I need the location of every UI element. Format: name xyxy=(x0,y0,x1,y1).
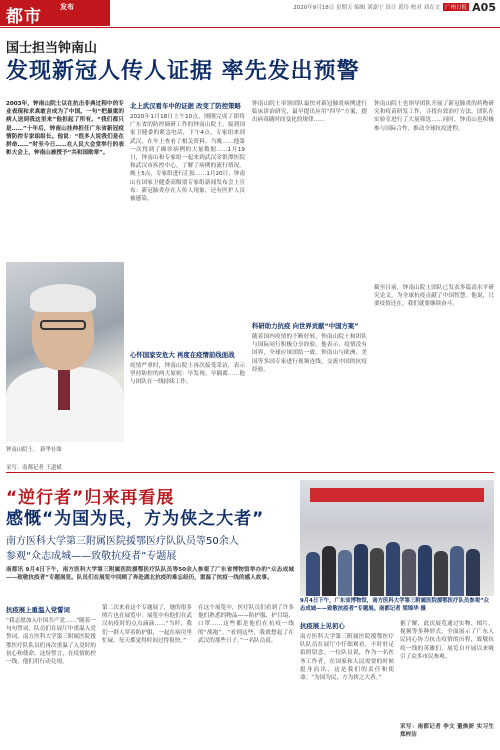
story2-deck-1: 南方医科大学第三附属医院援鄂医疗队队员等50余人 xyxy=(6,536,239,547)
story2-headline-2: 感慨“为国为民，方为侠之大者” xyxy=(6,509,265,529)
body-text: 截至目前，钟南山院士团队已发表多篇高水平研究论文，为全球抗疫贡献了中国智慧。他说，只要疫情还在，我们就要继续奋斗。 xyxy=(374,285,494,308)
story2-column-3 xyxy=(198,604,294,750)
newspaper-tag: 广州日报 xyxy=(444,5,467,11)
body-text: 南方医科大学第三附属医院援鄂医疗队队员在展厅中仔细观看，不时驻足拍照留念。一位队员说，作为一名医务工作者，在国家和人民需要的时候挺身而出，这是我们的责任和使命。“为国为民，方为侠之大者。” xyxy=(300,634,394,682)
body-text: 在这个展览中，医疗队员们看到了许多他们熟悉的物品——防护服、护目镜、口罩……这些都是他们在抗疫一线的“战袍”。“看到这些，我就想起了在武汉的那些日子。”一名队员说。 xyxy=(198,605,294,644)
body-text: 钟南山院士率领团队最快对新冠肺炎病例进行临床诊治研究，最早提出应用“四早”方案，提出病毒随时间变化的规律…… xyxy=(252,101,367,124)
story2-column-2 xyxy=(102,604,192,750)
body-text: “我志愿加入中国共产党……”随着一句句誓词，队员们在展厅中重温入党誓词。南方医科大学第三附属医院援鄂医疗队队员们再次重温了入党时的初心和使命。这份誓言，在疫情防控一线，他们用行动兑现。 xyxy=(6,618,96,666)
story-kicker: 国士担当钟南山 xyxy=(6,41,98,56)
issue-meta: 2020年9月18日 星期五 编辑 刘嘉宁 设计 黄玲 校对 刘育文 xyxy=(293,5,440,11)
section-divider xyxy=(6,472,494,473)
subhead: 抗疫展上重温入党誓词 xyxy=(6,606,70,614)
story2-deck-2: 参观“众志成城——致敬抗疫者”专题展 xyxy=(6,551,177,562)
body-text: 随着国内疫情的不断好转，钟南山院士和团队与国际同行积极分享经验。他表示，疫情没有国界，全球应该团结一致。钟南山与欧洲、美国等多国专家进行视频连线，交流中国的抗疫经验。 xyxy=(252,334,367,373)
story2-column-4 xyxy=(300,620,394,750)
story2-column-5 xyxy=(400,620,494,750)
subhead: 科研助力抗疫 向世界贡献“中国方案” xyxy=(252,322,359,330)
story2-headline-1: “逆行者”归来再看展 xyxy=(6,488,175,508)
subhead: 抗疫展上见初心 xyxy=(300,622,345,630)
body-text: 钟南山院士也领导团队开展了新冠肺炎的药物研究和疫苗研发工作，寻找有效治疗方法。团队在实验室进行了大量筛选……同时，钟南山也积极参与国际合作，推动全球抗疫进程。 xyxy=(374,101,494,132)
header-rule xyxy=(0,27,500,28)
portrait-photo xyxy=(6,262,124,442)
section-title: 都市 xyxy=(6,7,42,27)
article-column-3 xyxy=(252,100,367,460)
page-header xyxy=(0,0,500,26)
article-column-4 xyxy=(374,100,494,460)
story-lead: 2003年，钟南山院士以在抗击非典过程中的专业表现和求真敢言成为了中国。一句“把最重的病人送到我这里来”他担起了所有。“我们都只是……”十年后，钟南山挂帅担任广东省新冠疫情防控专家组组长。他说：“很多人说我们是在拼命……”时至今日……在人民大会堂举行的表彰大会上，钟南山被授予“共和国勋章”。 xyxy=(6,101,124,157)
story2-intro: 南都讯 9月4日下午，南方医科大学第三附属医院援鄂医疗队队员等50余人参观了广东省博物馆举办的“众志成城——致敬抗疫者”专题展览。队员们在展览中回顾了奔赴湖北抗疫的难忘经历，重温了抗疫一线的感人故事。 xyxy=(6,567,294,582)
article-column-2 xyxy=(130,100,245,460)
group-photo-caption: 9月4日下午，广东省博物馆，南方医科大学第三附属医院援鄂医疗队员参观“众志成城——致敬抗疫者”专题展。南都记者 梁锦华 摄 xyxy=(300,598,489,612)
subhead: 心怀国家安危大 再度在疫情前线面战 xyxy=(130,351,235,359)
section-subtitle: 发布 xyxy=(60,3,74,11)
byline: 采写：南都记者 王道斌 xyxy=(6,465,62,471)
subhead: 北上武汉看车中的证据 改变了防控策略 xyxy=(130,102,241,110)
group-photo xyxy=(300,480,494,596)
story-headline: 发现新冠人传人证据 率先发出预警 xyxy=(6,59,360,84)
body-text: 2020年1月18日上午10点，刚刚完成了即将广东省的防控调研工作的钟南山院士，接到国家卫健委的紧急电话，下午4点，专家组来到武汉，在车上查看了相关资料。当晚……他第一次得到了确诊病例的大量数据……1月19日，钟南山和专家组一起来到武汉金银潭医院和武汉市疾控中心，了解了病例的流行情况。晚上5点，专家组进行汇报……1月20日，钟南山在国家卫健委高级别专家组新闻发布会上宣布：新冠肺炎存在人传人现象，还有医护人员被感染。 xyxy=(130,114,245,203)
photo-caption: 钟南山院士。 新华社图 xyxy=(6,447,62,453)
body-text: 疫情严重时，钟南山院士再次接受采访，表示坚持防控的两大原则：早发现、早隔离……他与团队在一线持续工作。 xyxy=(130,363,245,386)
body-text: 第二次来看这个专题展了，她的很多照片也在展览中。展览中有他们在武汉抗疫时的点点滴滴……“当时，我们一群人穿着防护服，一起在病房里忙碌，每天都觉得时间过得很快。” xyxy=(102,605,192,644)
story2-column-1 xyxy=(6,604,96,750)
body-text: 据了解，此次展览通过实物、图片、视频等多种形式，全面展示了广东人民同心协力抗击疫情的历程，致敬抗疫一线的英雄们。展览自开展以来吸引了众多市民参观。 xyxy=(400,621,494,660)
page-number: A05 xyxy=(472,1,496,14)
byline: 采写：南都记者 李文 董焕妍 实习生 郑梓洁 xyxy=(400,724,494,739)
